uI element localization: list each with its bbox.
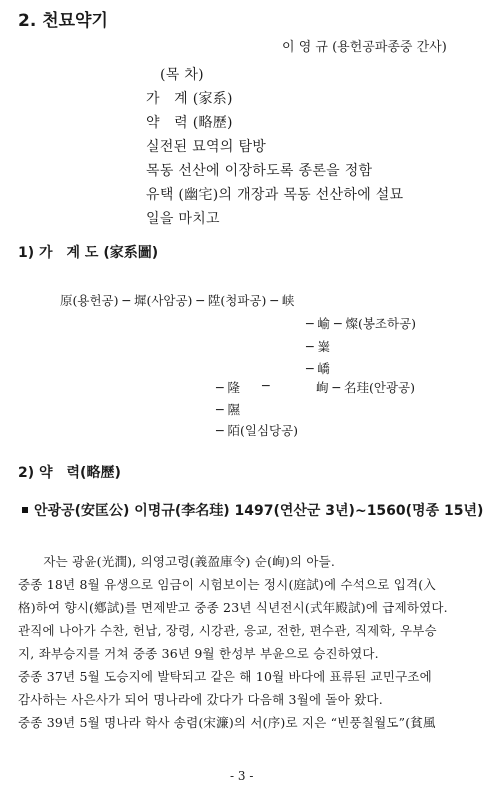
page-title: 2. 천묘약기 [18, 11, 108, 31]
family-tree-connector: ─ [262, 378, 270, 393]
person-heading: 안광공(安匡公) 이명규(李名珪) 1497(연산군 3년)~1560(명종 15년) [34, 503, 484, 519]
family-tree-line: ─ 崳 ─ 燦(봉조하공) [306, 316, 417, 331]
toc-item: 목동 선산에 이장하도록 종론을 정함 [146, 163, 373, 179]
family-tree-line: 原(용헌공) ─ 墀(사암공) ─ 陞(청파공) ─ 峡 [60, 293, 295, 308]
toc-item: 실전된 묘역의 탐방 [146, 139, 267, 155]
family-tree-line: 峋 ─ 名珪(안광공) [316, 380, 415, 395]
body-line: 중종 39년 5월 명나라 학사 송렴(宋濂)의 서(序)로 지은 “빈풍칠월도”(貧風 [18, 715, 436, 730]
body-line: 관직에 나아가 수찬, 헌납, 장령, 시강관, 응교, 전한, 편수관, 직제학, 우부승 [18, 623, 437, 638]
section-heading-family-tree: 1) 가 계 도 (家系圖) [18, 245, 159, 261]
page-number: - 3 - [230, 769, 254, 783]
body-line: 格)하여 향시(鄕試)를 면제받고 중종 23년 식년전시(式年殿試)에 급제하였다. [18, 600, 448, 615]
section-heading-biography: 2) 약 력(略歷) [18, 465, 121, 481]
body-line: 자는 광윤(光潤), 의영고령(義盈庫令) 순(峋)의 아들. [18, 554, 336, 569]
author-line: 이 영 규 (용헌공파종중 간사) [282, 40, 447, 55]
body-line: 감사하는 사은사가 되어 명나라에 갔다가 다음해 3월에 돌아 왔다. [18, 692, 383, 707]
toc-heading: (목 차) [160, 67, 204, 83]
family-tree-line: ─ 嶠 [306, 361, 330, 376]
bullet-icon [22, 507, 28, 513]
toc-item: 일을 마치고 [146, 211, 220, 227]
body-line: 중종 37년 5월 도승지에 발탁되고 같은 해 10월 바다에 표류된 교민구조에 [18, 669, 432, 684]
toc-item: 가 계 (家系) [146, 91, 233, 107]
body-line: 지, 좌부승지를 거쳐 중종 36년 9월 한성부 부윤으로 승진하였다. [18, 646, 379, 661]
toc-item: 유택 (幽宅)의 개장과 목동 선산하에 설묘 [146, 187, 404, 203]
toc-item: 약 력 (略歷) [146, 115, 233, 131]
family-tree-line: ─ 陌(일심당공) [216, 423, 299, 438]
family-tree-line: ─ 隆 [216, 380, 240, 395]
family-tree-line: ─ 隰 [216, 402, 240, 417]
body-line: 중종 18년 8월 유생으로 임금이 시험보이는 정시(庭試)에 수석으로 입격(入 [18, 577, 437, 592]
family-tree-line: ─ 嶪 [306, 339, 330, 354]
